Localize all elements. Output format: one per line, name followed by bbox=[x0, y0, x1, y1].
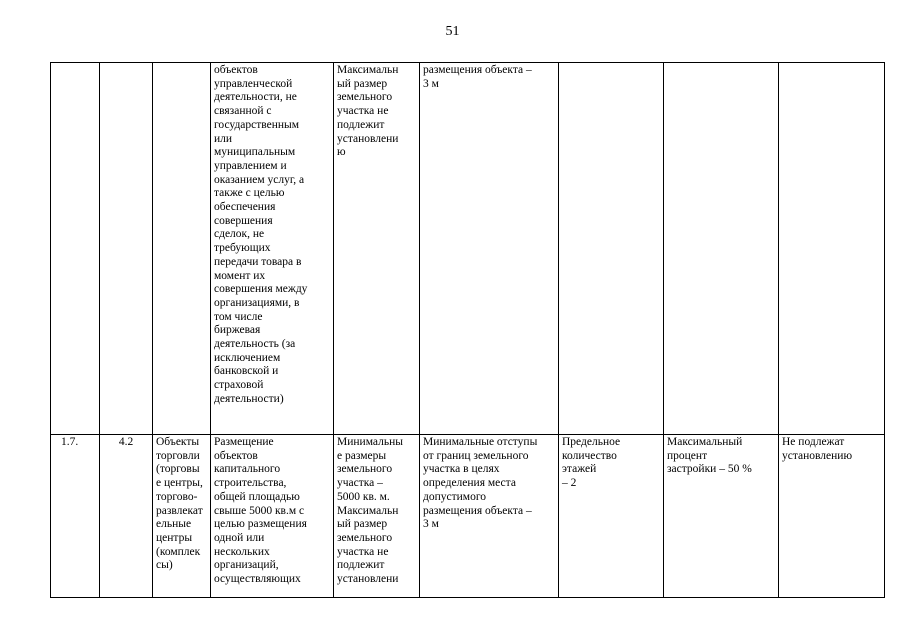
floors-cell bbox=[559, 63, 664, 435]
coverage-cell bbox=[664, 63, 779, 435]
other-params-cell: Не подлежат установлению bbox=[779, 435, 885, 598]
other-params-cell bbox=[779, 63, 885, 435]
floors-cell: Предельное количество этажей – 2 bbox=[559, 435, 664, 598]
use-description-cell: объектов управленческой деятельности, не связанной с государственным или муниципальным управлением и оказанием услуг, а также с целью обеспечения совершения сделок, не требующих передачи товара в момент их совершения между организациями, в том числе биржевая деятельность (за исключением банковской и страховой деятельности) bbox=[211, 63, 334, 435]
page-number: 51 bbox=[445, 24, 460, 39]
table-row bbox=[51, 63, 885, 435]
row-index-cell bbox=[51, 63, 100, 435]
plot-size-cell: Максимальн ый размер земельного участка не подлежит установлени ю bbox=[334, 63, 420, 435]
table-row bbox=[51, 435, 885, 598]
plot-size-cell: Минимальны е размеры земельного участка – 5000 кв. м. Максимальн ый размер земельного участка не подлежит установлени bbox=[334, 435, 420, 598]
zoning-table bbox=[50, 62, 885, 598]
use-name-cell bbox=[153, 63, 211, 435]
setbacks-cell: размещения объекта – 3 м bbox=[420, 63, 559, 435]
row-index-cell: 1.7. bbox=[51, 435, 100, 598]
use-name-cell: Объекты торговли (торговы е центры, торгово- развлекат ельные центры (комплек сы) bbox=[153, 435, 211, 598]
use-code-cell bbox=[100, 63, 153, 435]
use-code-cell: 4.2 bbox=[100, 435, 153, 598]
use-description-cell: Размещение объектов капитального строительства, общей площадью свыше 5000 кв.м с целью размещения одной или нескольких организаций, осуществляющих bbox=[211, 435, 334, 598]
coverage-cell: Максимальный процент застройки – 50 % bbox=[664, 435, 779, 598]
setbacks-cell: Минимальные отступы от границ земельного участка в целях определения места допустимого размещения объекта – 3 м bbox=[420, 435, 559, 598]
